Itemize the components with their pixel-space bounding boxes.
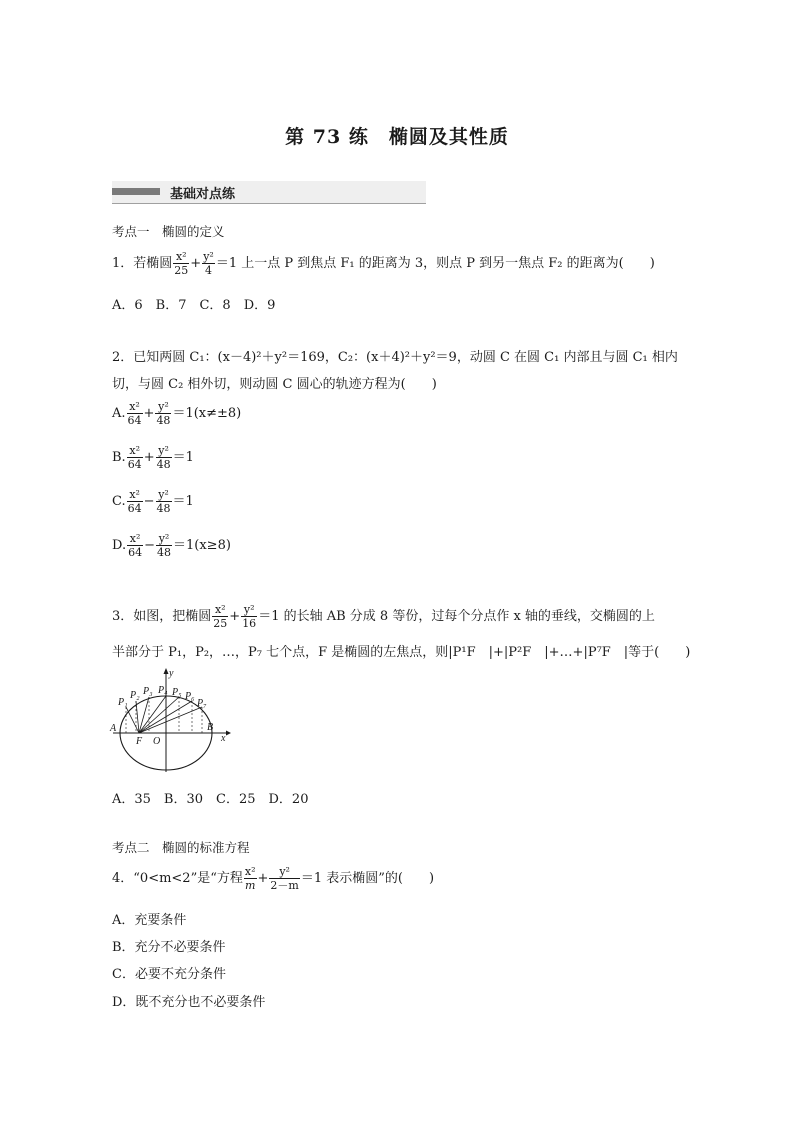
- q3-line-2: 半部分于 P₁，P₂，…，P₇ 七个点，F 是椭圆的左焦点，则|P¹F |+|P²F |+…+|P⁷F |等于( ): [112, 645, 691, 660]
- focal-line-p5: [139, 697, 179, 733]
- q1-frac-num-1: x²: [173, 250, 189, 264]
- label-f: F: [136, 736, 143, 747]
- q2-line-1: 2．已知两圆 C₁：(x－4)²＋y²＝169，C₂：(x＋4)²＋y²＝9，动圆 C 在圆 C₁ 内部且与圆 C₁ 相内: [112, 350, 678, 365]
- q2-frac-y: [156, 444, 172, 471]
- q4-option-d: D．既不充分也不必要条件: [112, 995, 266, 1010]
- q2-option-tail: ＝1(x≠±8): [172, 406, 242, 421]
- q3-frac-den-1: 25: [213, 617, 228, 630]
- label-p3: P₃: [143, 686, 153, 697]
- q2-frac-y: [156, 532, 172, 559]
- q2-frac-num: y²: [156, 532, 172, 546]
- label-p4: P₄: [158, 685, 168, 696]
- section-title: 基础对点练: [170, 187, 236, 202]
- q4-frac-den-1: m: [244, 879, 256, 892]
- label-o: O: [153, 736, 161, 747]
- q4-option-a: A．充要条件: [112, 913, 187, 928]
- q2-frac-num: y²: [155, 400, 171, 414]
- q2-option-a: [112, 400, 241, 427]
- q4-fraction-y: [269, 865, 299, 892]
- question-1: [112, 250, 655, 277]
- q1-plus: +: [190, 256, 202, 271]
- q2-frac-num: x²: [127, 400, 143, 414]
- q3-frac-den-2: 16: [242, 617, 257, 630]
- q2-option-tail: ＝1: [172, 450, 194, 465]
- q2-frac-num: y²: [156, 444, 172, 458]
- question-4: [112, 865, 434, 892]
- q2-frac-num: x²: [127, 488, 143, 502]
- q4-frac-num-1: x²: [244, 865, 256, 878]
- q4-prefix: 4．“0<m<2”是“方程: [112, 871, 243, 886]
- q1-suffix: ＝1 上一点 P 到焦点 F₁ 的距离为 3，则点 P 到另一焦点 F₂ 的距离为( ): [215, 256, 655, 271]
- q2-option-d: [112, 532, 231, 559]
- section-header: [112, 181, 426, 204]
- q2-option-b: [112, 444, 194, 471]
- q2-option-label: B.: [112, 450, 126, 465]
- q2-option-tail: ＝1: [172, 494, 194, 509]
- question-3: [112, 603, 655, 630]
- q1-prefix: 1．若椭圆: [112, 256, 173, 271]
- q3-frac-num-1: x²: [212, 603, 228, 617]
- label-p5: P₅: [172, 687, 182, 698]
- y-axis-arrow: [164, 668, 169, 674]
- q3-suffix: ＝1 的长轴 AB 分成 8 等份，过每个分点作 x 轴的垂线，交椭圆的上: [258, 609, 655, 624]
- q2-frac-den: 64: [127, 414, 142, 427]
- q1-frac-num-2: y²: [203, 250, 214, 263]
- label-p6: P₆: [185, 691, 195, 702]
- q2-frac-x: [127, 400, 143, 427]
- q2-frac-y: [155, 400, 171, 427]
- q2-frac-x: [127, 444, 143, 471]
- q2-operator: +: [143, 450, 155, 465]
- q4-frac-num-2: y²: [269, 865, 299, 879]
- label-a: A: [110, 723, 117, 734]
- q4-option-c: C．必要不充分条件: [112, 967, 226, 982]
- q2-frac-y: [156, 488, 172, 515]
- q2-frac-den: 48: [156, 458, 171, 471]
- q4-suffix: ＝1 表示椭圆”的( ): [300, 871, 435, 886]
- label-x: x: [221, 733, 226, 744]
- label-y: y: [169, 668, 174, 679]
- q2-frac-x: [127, 532, 143, 559]
- q1-fraction-y: [202, 250, 215, 277]
- q1-frac-den-2: 4: [205, 264, 212, 277]
- q2-option-label: A.: [112, 406, 126, 421]
- q2-frac-den: 64: [128, 546, 143, 559]
- q1-fraction-x: [173, 250, 189, 277]
- q1-options: A．6 B．7 C．8 D．9: [112, 298, 276, 313]
- q2-option-tail: ＝1(x≥8): [173, 538, 231, 553]
- q2-frac-x: [127, 488, 143, 515]
- q3-frac-num-2: y²: [241, 603, 257, 617]
- q2-option-c: [112, 488, 194, 515]
- q4-option-b: B．充分不必要条件: [112, 940, 226, 955]
- q1-frac-den-1: 25: [174, 264, 189, 277]
- label-p1: P₁: [118, 697, 128, 708]
- q2-frac-den: 48: [156, 414, 171, 427]
- label-b: B: [207, 722, 214, 733]
- ellipse-figure: [108, 664, 238, 776]
- q2-frac-den: 48: [157, 546, 171, 559]
- q4-plus: +: [257, 871, 269, 886]
- q2-frac-num: x²: [127, 444, 143, 458]
- q2-frac-num: y²: [156, 488, 172, 502]
- section-marker: [112, 188, 160, 195]
- q2-frac-num: x²: [127, 532, 143, 546]
- q3-fraction-y: [241, 603, 257, 630]
- q3-plus: +: [229, 609, 241, 624]
- q2-operator: +: [143, 406, 155, 421]
- q3-fraction-x: [212, 603, 228, 630]
- q4-fraction-x: [244, 865, 257, 892]
- page-title: 第 73 练 椭圆及其性质: [285, 126, 509, 148]
- label-p2: P₂: [130, 690, 140, 701]
- q2-option-label: D.: [112, 538, 127, 553]
- q3-prefix: 3．如图，把椭圆: [112, 609, 212, 624]
- label-p7: P₇: [197, 698, 207, 709]
- q2-option-label: C.: [112, 494, 126, 509]
- x-axis-arrow: [226, 731, 231, 736]
- q2-frac-den: 48: [156, 502, 171, 515]
- q4-frac-den-2: 2－m: [270, 879, 299, 892]
- q2-line-2: 切，与圆 C₂ 相外切，则动圆 C 圆心的轨迹方程为( ): [112, 377, 437, 392]
- q2-frac-den: 64: [127, 458, 142, 471]
- topic-heading-1: 考点一 椭圆的定义: [112, 224, 225, 239]
- q2-frac-den: 64: [127, 502, 142, 515]
- q2-operator: −: [144, 538, 155, 553]
- q3-options: A．35 B．30 C．25 D．20: [112, 792, 309, 807]
- q2-operator: −: [143, 494, 155, 509]
- topic-heading-2: 考点二 椭圆的标准方程: [112, 840, 250, 855]
